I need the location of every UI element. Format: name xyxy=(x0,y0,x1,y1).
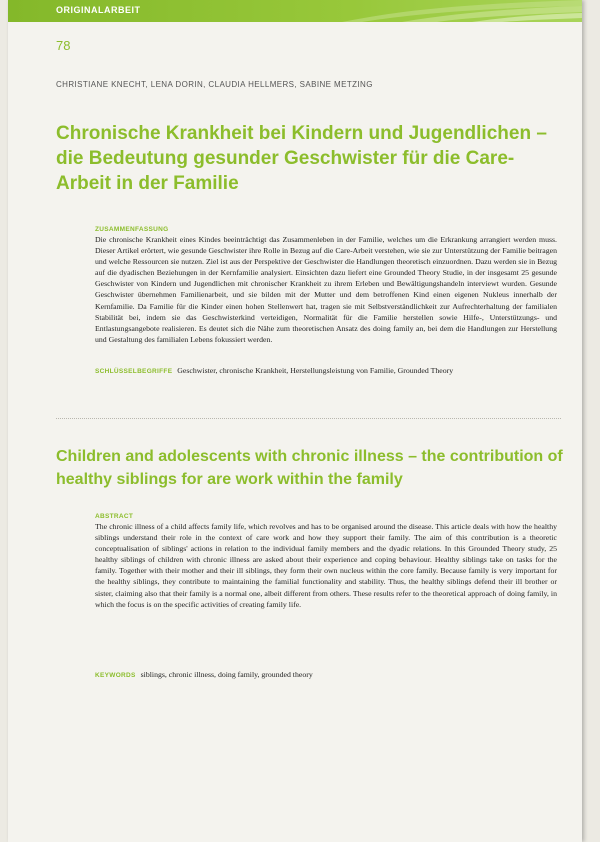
keywords-text: siblings, chronic illness, doing family, grounded theory xyxy=(140,670,313,679)
zusammenfassung-block xyxy=(95,226,557,345)
decorative-swoosh-graphic xyxy=(342,0,582,22)
page-number: 78 xyxy=(56,38,71,53)
schluesselbegriffe-heading: SCHLÜSSELBEGRIFFE xyxy=(95,368,173,375)
keywords-line xyxy=(95,670,557,679)
schluesselbegriffe-line xyxy=(95,366,557,375)
article-title-english: Children and adolescents with chronic illness – the contribution of healthy siblings for are work within the family xyxy=(56,448,563,488)
authors-line: CHRISTIANE KNECHT, LENA DORIN, CLAUDIA HELLMERS, SABINE METZING xyxy=(56,80,373,89)
journal-page xyxy=(8,0,582,842)
section-header-bar xyxy=(8,0,582,22)
section-divider xyxy=(56,418,561,419)
zusammenfassung-heading: ZUSAMMENFASSUNG xyxy=(95,226,169,233)
article-title-german: Chronische Krankheit bei Kindern und Jugendlichen – die Bedeutung gesunder Geschwister für die Care-Arbeit in der Familie xyxy=(56,123,547,194)
keywords-heading: KEYWORDS xyxy=(95,672,136,679)
section-label: ORIGINALARBEIT xyxy=(56,5,141,15)
zusammenfassung-text: Die chronische Krankheit eines Kindes beeinträchtigt das Zusammenleben in der Familie, welches um die Erkrankung arrangiert werden muss. Dieser Artikel erörtert, wie gesunde Geschwister ihre Rolle in Bezug auf die Care-Arbeit verstehen, wie sie zur Unterstützung der Familie beitragen und welche Ressourcen sie nutzen. Ziel ist aus der Perspektive der Geschwister die Handlungen theoretisch einzuordnen. Dazu werden sie in Bezug auf die dyadischen Beziehungen in der Kernfamilie analysiert. Einsichten dazu liefert eine Grounded Theory Studie, in der insgesamt 25 gesunde Geschwister von Kindern und Jugendlichen mit chronischer Krankheit zu ihrem Erleben und Bewältigungshandeln interviewt wurden. Gesunde Geschwister übernehmen Familienarbeit, und sie bilden mit der Mutter und dem betroffenen Kind einen eigenen Nukleus innerhalb der Kernfamilie. Da Familie für die Kinder einen hohen Stellenwert hat, tragen sie mit Selbstverständlichkeit zur Aufrechterhaltung der familialen Stabilität bei, indem sie das Geschwisterkind verteidigen, Normalität für die Familie herstellen sowie Hilfe-, Unterstützungs- und Entlastungsangebote realisieren. Es deutet sich die Nähe zum theoretischen Ansatz des doing family an, bei dem die Handlungen zur Herstellung und Gestaltung des familialen Lebens fokussiert werden. xyxy=(95,235,557,344)
schluesselbegriffe-text: Geschwister, chronische Krankheit, Herstellungsleistung von Familie, Grounded Theory xyxy=(177,366,454,375)
abstract-block xyxy=(95,513,557,610)
abstract-text: The chronic illness of a child affects family life, which revolves and has to be organised around the disease. This article deals with how the healthy siblings understand their role in the context of care work and how they support their family. The aim of this contribution is a theoretic conceptualisation of siblings' actions in relation to the individual family members and the dyadic relations. In this Grounded Theory study, 25 healthy siblings of children with chronic illness are asked about their experience and coping behaviour. Healthy siblings take on tasks for the family. Together with their mother and their ill siblings, they form their own nucleus within the core family. Because family is very important for the healthy siblings, they contribute to maintaining the familial functionality and stability. Thus, the healthy siblings defend their ill brother or sister, claiming also that their family is a normal one, albeit different from others. These results refer to the theoretical approach of doing family, in which the focus is on the specific activities of creating family life. xyxy=(95,522,557,609)
abstract-heading: ABSTRACT xyxy=(95,513,134,520)
